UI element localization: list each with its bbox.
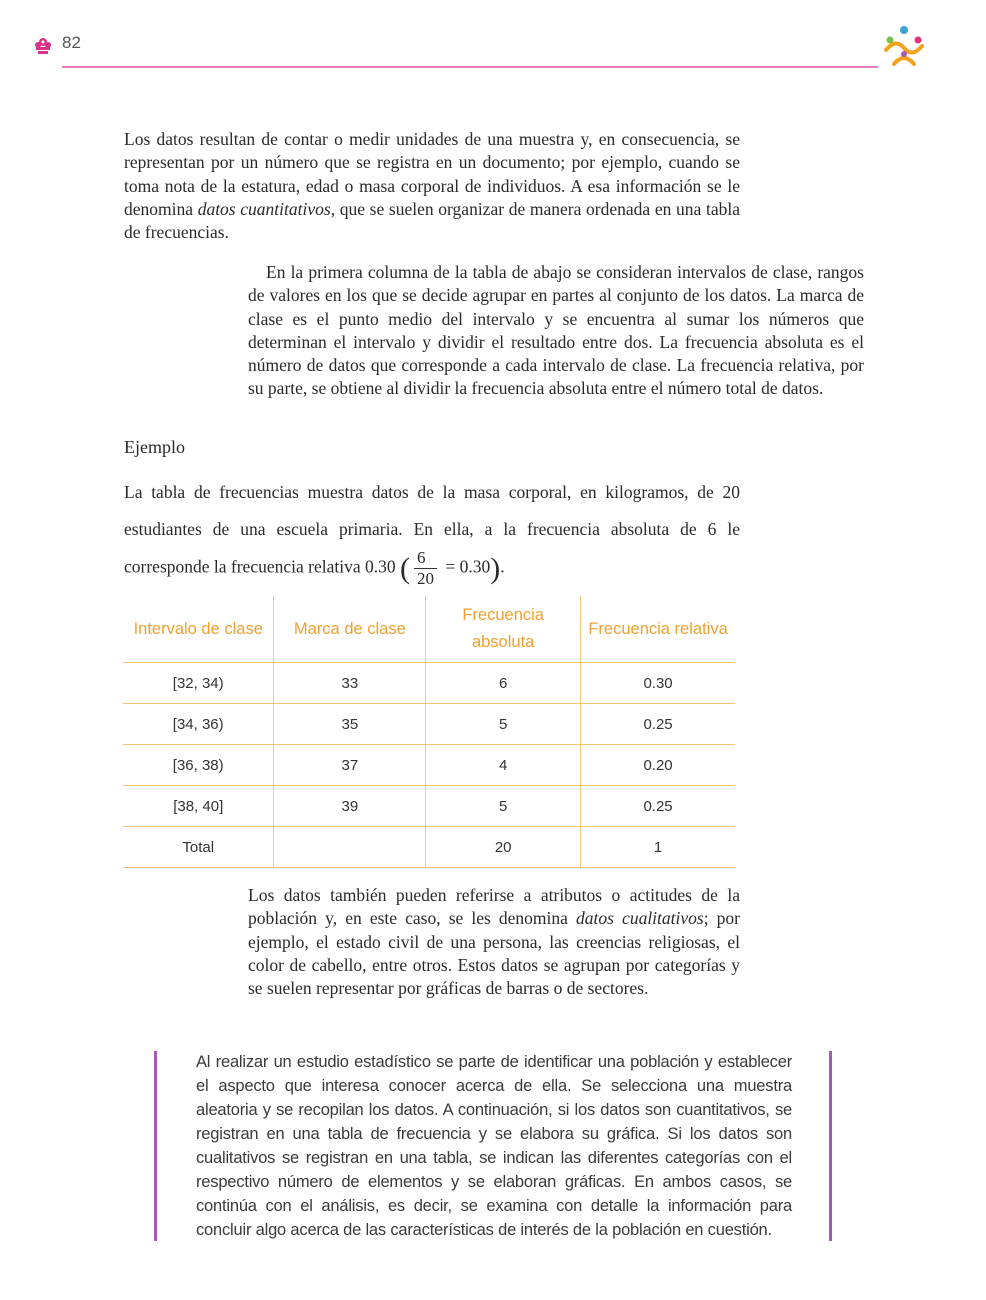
page-header <box>0 0 986 80</box>
qualitative-text-end: ; por ejemplo, el estado civil de una persona, las creencias religiosas, el color de cabello, entre otros. Estos datos se agrupan por categorías y se suelen representar por gráficas de barras o de sectores. <box>248 908 741 999</box>
logo-icon <box>880 24 928 70</box>
table-cell: 35 <box>274 704 426 745</box>
intro-text-end: , que se suelen organizar de manera ordenada en una tabla de frecuencias. <box>124 198 740 243</box>
table-cell: 1 <box>581 827 735 868</box>
fraction-numerator: 6 <box>414 548 437 569</box>
table-cell: 4 <box>426 745 581 786</box>
table-cell: 33 <box>274 663 426 704</box>
table-cell: [32, 34) <box>123 663 274 704</box>
example-paragraph: La tabla de frecuencias muestra datos de la masa corporal, en kilogramos, de 20 estudiantes de una escuela primaria. En ella, a la frecuencia absoluta de 6 le corresponde la frecuencia relativa 0.30 ( $\frac{6}{20}$ = 0.30). <box>124 482 740 588</box>
table-cell: [34, 36) <box>123 704 274 745</box>
example-text: La tabla de frecuencias muestra datos de la masa corporal, en kilogramos, de 20 estudiantes de una escuela primaria. En ella, a la frecuencia absoluta de 6 le corresponde la frecuencia relativa 0.30 <box>124 482 740 577</box>
frequency-table <box>123 596 735 868</box>
table-cell: [36, 38) <box>123 745 274 786</box>
table-row <box>123 704 735 745</box>
table-cell: 5 <box>426 704 581 745</box>
qualitative-text: Los datos también pueden referirse a atributos o actitudes de la población y, en este caso, se les denomina <box>248 885 740 929</box>
term-qualitative: datos cualitativos <box>576 908 704 929</box>
fraction <box>414 548 437 589</box>
table-row <box>123 663 735 704</box>
header-class-mark: Marca de clase <box>274 596 426 663</box>
term-quantitative: datos cuantitativos <box>197 198 331 219</box>
table-cell: 39 <box>274 786 426 827</box>
table-total-row <box>123 827 735 868</box>
header-divider <box>62 66 878 68</box>
paren-open: ( <box>399 552 410 585</box>
fraction-result: = 0.30 <box>445 556 491 577</box>
table-cell: Total <box>123 827 274 868</box>
table-cell: 6 <box>426 663 581 704</box>
header-class-interval: Intervalo de clase <box>123 596 274 663</box>
box-left-border <box>154 1051 157 1241</box>
page-number: 82 <box>62 33 81 52</box>
table-row <box>123 745 735 786</box>
table-cell: 0.25 <box>581 786 735 827</box>
summary-box-text: Al realizar un estudio estadístico se parte de identificar una población y establecer el aspecto que interesa conocer acerca de ella. Se selecciona una muestra aleatoria y se recopilan los datos. A continuación, si los datos son cuantitativos, se registran en una tabla de frecuencia y se elabora su gráfica. Si los datos son cualitativos se registran en una tabla, se indican las diferentes categorías con el respectivo número de elementos y se elaboran gráficas. En ambos casos, se continúa con el análisis, es decir, se examina con detalle la información para concluir algo acerca de las características de interés de la población en cuestión. <box>196 1053 792 1239</box>
header-relative-frequency: Frecuencia relativa <box>581 596 735 663</box>
paren-close: ) <box>490 552 501 585</box>
table-cell <box>274 827 426 868</box>
intro-text: Los datos resultan de contar o medir unidades de una muestra y, en consecuencia, se representan por un número que se registra en un documento; por ejemplo, cuando se toma nota de la estatura, edad o masa corporal de individuos. A esa información se le denomina <box>124 129 740 219</box>
table-header-row <box>123 596 735 663</box>
intro-paragraph <box>124 128 740 244</box>
table-cell: 0.20 <box>581 745 735 786</box>
table-cell: 20 <box>426 827 581 868</box>
box-right-border <box>829 1051 832 1241</box>
table-cell: 0.30 <box>581 663 735 704</box>
table-cell: 37 <box>274 745 426 786</box>
header-absolute-frequency: Frecuencia absoluta <box>426 596 581 663</box>
definitions-paragraph: En la primera columna de la tabla de abajo se consideran intervalos de clase, rangos de valores en los que se decide agrupar en partes al conjunto de los datos. La marca de clase es el punto medio del intervalo y se encuentra al sumar los números que determinan el intervalo y dividir el resultado entre dos. La frecuencia absoluta es el número de datos que corresponde a cada intervalo de clase. La frecuencia relativa, por su parte, se obtiene al dividir la frecuencia absoluta entre el número total de datos. <box>248 262 864 399</box>
table-cell: 5 <box>426 786 581 827</box>
table-cell: 0.25 <box>581 704 735 745</box>
qualitative-paragraph <box>248 884 740 1000</box>
example-heading: Ejemplo <box>124 437 185 457</box>
table-row <box>123 786 735 827</box>
table-cell: [38, 40] <box>123 786 274 827</box>
flower-icon <box>32 34 54 56</box>
fraction-denominator: 20 <box>416 569 434 588</box>
